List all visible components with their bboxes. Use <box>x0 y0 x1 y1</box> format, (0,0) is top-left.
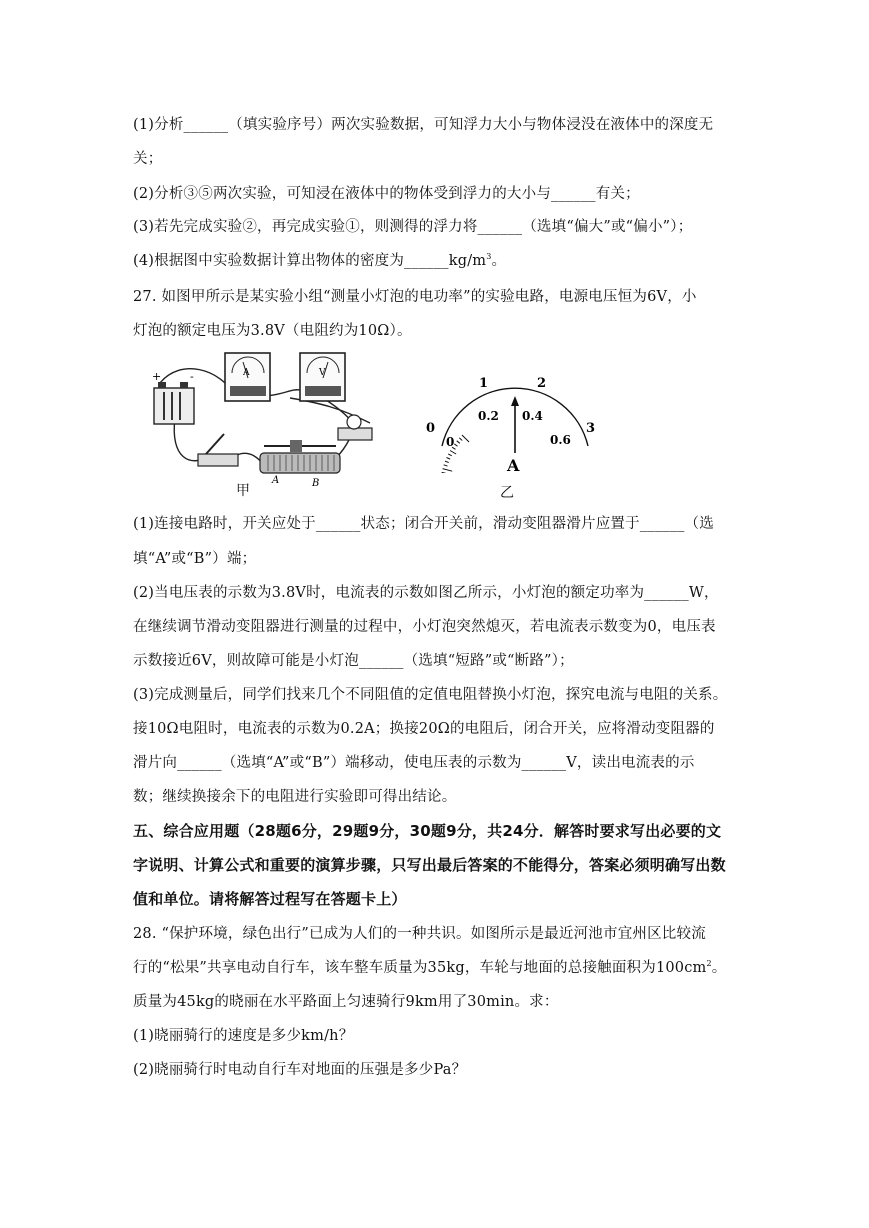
figure-jia-caption: 甲 <box>236 483 250 499</box>
dial-tick <box>457 441 460 444</box>
dial-tick <box>450 451 456 455</box>
q28-part1: (1)晓丽骑行的速度是多少km/h？ <box>133 1028 354 1044</box>
q27-part1-line1: (1)连接电路时，开关应处于______状态；闭合开关前，滑动变阻器滑片应置于______（选 <box>133 516 714 532</box>
dial-tick <box>448 454 452 456</box>
q28-line2-end: 。 <box>711 960 727 976</box>
dial-tick <box>443 469 453 472</box>
dial-tick <box>462 435 469 442</box>
dial-top-3: 3 <box>586 421 596 436</box>
dial-top-0: 0 <box>426 421 436 436</box>
q27-part1-line2: 填“A”或“B”）端； <box>133 551 257 567</box>
dial-tick <box>459 438 462 441</box>
battery-icon <box>154 382 194 424</box>
section5-line2: 字说明、计算公式和重要的演算步骤，只写出最后答案的不能得分，答案必须明确写出数 <box>133 856 726 874</box>
battery-minus-label: - <box>190 370 194 383</box>
figure-yi-caption: 乙 <box>500 485 514 501</box>
section5-line1: 五、综合应用题（28题6分，29题9分，30题9分，共24分．解答时要求写出必要的文 <box>133 822 722 840</box>
dial-tick <box>445 461 449 462</box>
q27-part2-line3: 示数接近6V，则故障可能是小灯泡______（选填“短路”或“断路”）； <box>133 653 574 669</box>
q26-part1-line1: (1)分析______（填实验序号）两次实验数据，可知浮力大小与物体浸没在液体中的深度无 <box>133 117 714 133</box>
q26-part4-end: 。 <box>491 253 507 269</box>
dial-tick <box>444 465 448 466</box>
q27-stem-line1: 27. 如图甲所示是某实验小组“测量小灯泡的电功率”的实验电路，电源电压恒为6V，小 <box>133 289 697 305</box>
q28-line2 <box>133 956 727 977</box>
q27-part2-line2: 在继续调节滑动变阻器进行测量的过程中，小灯泡突然熄灭，若电流表示数变为0，电压表 <box>133 619 716 635</box>
q27-part3-line3: 滑片向______（选填“A”或“B”）端移动，使电压表的示数为______V，读出电流表的示 <box>133 755 695 771</box>
dial-top-2: 2 <box>537 376 547 391</box>
q28-line1: 28. “保护环境，绿色出行”已成为人们的一种共识。如图所示是最近河池市宜州区比较流 <box>133 926 706 942</box>
q27-stem-line2: 灯泡的额定电压为3.8V（电阻约为10Ω）。 <box>133 323 412 339</box>
q28-line2-sup: 2 <box>706 959 712 968</box>
q26-part4-sup: 3 <box>486 252 492 261</box>
rheostat-icon <box>260 440 340 473</box>
q28-line3: 质量为45kg的晓丽在水平路面上匀速骑行9km用了30min。求： <box>133 994 559 1010</box>
dial-bottom-04: 0.4 <box>522 409 543 423</box>
q26-part4 <box>133 249 506 270</box>
dial-meter-label: A <box>507 456 520 473</box>
circuit-figure-jia <box>140 348 390 498</box>
q28-part2: (2)晓丽骑行时电动自行车对地面的压强是多少Pa？ <box>133 1062 467 1078</box>
bulb-icon <box>338 415 372 440</box>
dial-top-1: 1 <box>479 376 489 391</box>
battery-plus-label: + <box>152 370 162 383</box>
q26-part4-text: (4)根据图中实验数据计算出物体的密度为______kg/m <box>133 253 487 269</box>
dial-tick <box>446 457 450 459</box>
dial-tick <box>442 472 446 473</box>
ammeter-dial-yi <box>420 368 610 473</box>
q27-part3-line1: (3)完成测量后，同学们找来几个不同阻值的定值电阻替换小灯泡，探究电流与电阻的关系。 <box>133 687 728 703</box>
q27-part2-line1: (2)当电压表的示数为3.8V时，电流表的示数如图乙所示，小灯泡的额定功率为______W， <box>133 585 719 601</box>
q26-part3: (3)若先完成实验②，再完成实验①，则测得的浮力将______（选填“偏大”或“偏小”）； <box>133 219 693 235</box>
rheostat-end-a: A <box>272 475 280 486</box>
dial-bottom-0: 0 <box>446 435 455 449</box>
section5-line3: 值和单位。请将解答过程写在答题卡上） <box>133 890 407 908</box>
q27-part3-line2: 接10Ω电阻时，电流表的示数为0.2A；换接20Ω的电阻后，闭合开关，应将滑动变阻器的 <box>133 721 715 737</box>
dial-bottom-02: 0.2 <box>478 409 499 423</box>
q27-part3-line4: 数；继续换接余下的电阻进行实验即可得出结论。 <box>133 789 457 805</box>
rheostat-end-b: B <box>312 478 320 489</box>
dial-tick <box>454 444 457 446</box>
q28-line2-text: 行的“松果”共享电动自行车，该车整车质量为35kg，车轮与地面的总接触面积为100cm <box>133 960 707 976</box>
voltmeter-label: V <box>319 368 326 378</box>
q26-part2: (2)分析③⑤两次实验，可知浸在液体中的物体受到浮力的大小与______有关； <box>133 186 640 202</box>
ammeter-label: A <box>243 368 250 378</box>
switch-icon <box>198 434 238 466</box>
q26-part1-line2: 关； <box>133 151 163 167</box>
dial-bottom-06: 0.6 <box>550 433 571 447</box>
